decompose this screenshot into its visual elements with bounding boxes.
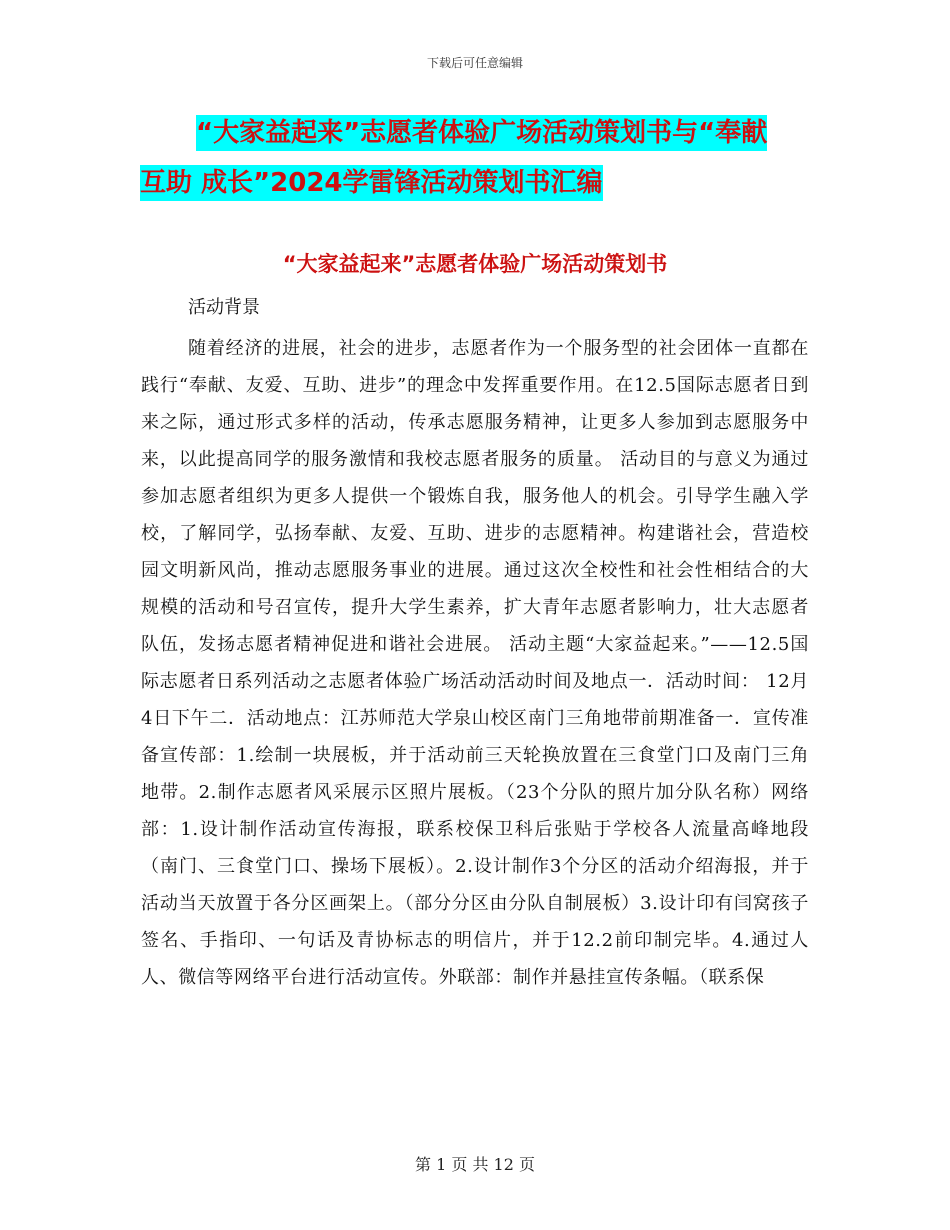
section-label: 活动背景 [188, 297, 260, 318]
title-highlight-2: 互助 成长”2024学雷锋活动策划书汇编 [140, 165, 603, 201]
body-paragraph: 随着经济的进展，社会的进步，志愿者作为一个服务型的社会团体一直都在践行“奉献、友爱、互助、进步”的理念中发挥重要作用。在12.5国际志愿者日到来之际，通过形式多样的活动，传承志愿服务精神，让更多人参加到志愿服务中来，以此提高同学的服务激情和我校志愿者服务的质量。 活动目的与意义为通过参加志愿者组织为更多人提供一个锻炼自我，服务他人的机会。引导学生融入学校，了解同学，弘扬奉献、友爱、互助、进步的志愿精神。构建谐社会，营造校园文明新风尚，推动志愿服务事业的进展。通过这次全校性和社会性相结合的大规模的活动和号召宣传，提升大学生素养，扩大青年志愿者影响力，壮大志愿者队伍，发扬志愿者精神促进和谐社会进展。 活动主题“大家益起来。”——12.5国际志愿者日系列活动之志愿者体验广场活动活动时间及地点一．活动时间： 12月4日下午二．活动地点：江苏师范大学泉山校区南门三角地带前期准备一．宣传准备宣传部：1.绘制一块展板，并于活动前三天轮换放置在三食堂门口及南门三角地带。2.制作志愿者风采展示区照片展板。（23个分队的照片加分队名称）网络部：1.设计制作活动宣传海报，联系校保卫科后张贴于学校各人流量高峰地段（南门、三食堂门口、操场下展板）。2.设计制作3个分区的活动介绍海报，并于活动当天放置于各分区画架上。（部分分区由分队自制展板）3.设计印有闫窝孩子签名、手指印、一句话及青协标志的明信片，并于12.2前印制完毕。4.通过人人、微信等网络平台进行活动宣传。外联部：制作并悬挂宣传条幅。（联系保 [141, 338, 809, 988]
page-footer: 第 1 页 共 12 页 [415, 1155, 535, 1174]
page-header-note: 下载后可任意编辑 [426, 56, 523, 70]
document-title-line-1 [140, 108, 810, 158]
document-title-line-2 [140, 158, 810, 208]
document-title [140, 108, 810, 208]
title-highlight-1: “大家益起来”志愿者体验广场活动策划书与“奉献 [196, 115, 767, 151]
section-title: “大家益起来”志愿者体验广场活动策划书 [282, 252, 668, 276]
